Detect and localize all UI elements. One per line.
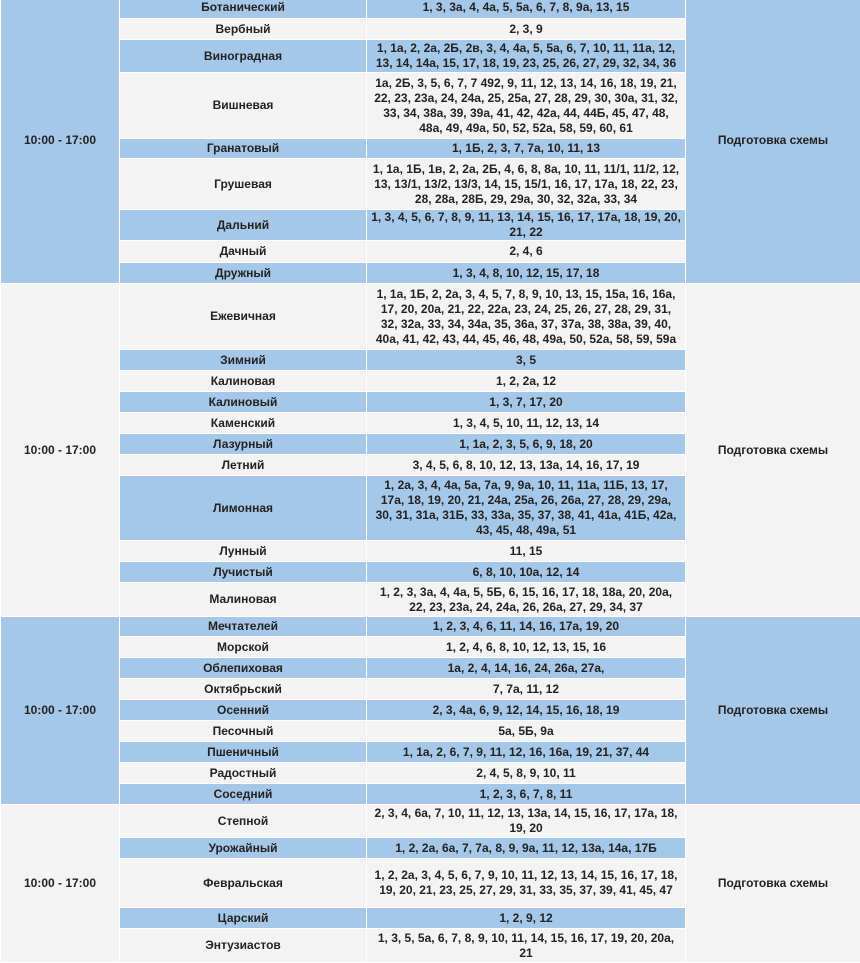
street-name: Соседний (120, 784, 367, 805)
street-name: Гранатовый (120, 139, 367, 159)
street-name: Каменский (120, 413, 367, 434)
house-numbers: 1, 2, 3, 6, 7, 8, 11 (367, 784, 686, 805)
house-numbers: 1, 3, 3а, 4, 4а, 5, 5а, 6, 7, 8, 9а, 13, 15 (367, 0, 686, 19)
house-numbers: 1, 2, 4, 6, 8, 10, 12, 13, 15, 16 (367, 637, 686, 658)
street-name: Степной (120, 805, 367, 838)
street-name: Дальний (120, 210, 367, 241)
street-name: Энтузиастов (120, 929, 367, 963)
house-numbers: 1, 1а, 2, 2а, 2Б, 2в, 3, 4, 4а, 5, 5а, 6, 7, 10, 11, 11а, 12, 13, 14, 14а, 15, 17, 18, 19, 23, 25, 26, 27, 29, 32, 34, 36 (367, 40, 686, 73)
street-name: Февральская (120, 859, 367, 908)
house-numbers: 1, 2, 2а, 3, 4, 5, 6, 7, 9, 10, 11, 12, 13, 14, 15, 16, 17, 18, 19, 20, 21, 23, 25, 27, 29, 31, 33, 35, 37, 39, 41, 45, 47 (367, 859, 686, 908)
street-name: Ежевичная (120, 284, 367, 350)
house-numbers: 1, 1а, 1Б, 2, 2а, 3, 4, 5, 7, 8, 9, 10, 13, 15, 15а, 16, 16а, 17, 20, 20а, 21, 22, 22а, 23, 24, 25, 26, 27, 28, 29, 31, 32, 32а, 33, 34, 34а, 35, 36а, 37, 37а, 38, 38а, 39, 40, 40а, 41, 42, 43, 44, 45, 46, 48, 49а, 50, 52а, 58, 59, 59а (367, 284, 686, 350)
street-name: Морской (120, 637, 367, 658)
house-numbers: 11, 15 (367, 541, 686, 562)
house-numbers: 1, 2а, 3, 4, 4а, 5а, 7а, 9, 9а, 10, 11, 11а, 11Б, 13, 17, 17а, 18, 19, 20, 21, 24а, 25а, 26, 26а, 27, 28, 29, 29а, 30, 31, 31а, 31Б, 33, 33а, 35, 37, 38, 41, 41а, 41Б, 42а, 43, 45, 48, 49а, 51 (367, 476, 686, 541)
house-numbers: 1, 1а, 2, 6, 7, 9, 11, 12, 16, 16а, 19, 21, 37, 44 (367, 742, 686, 763)
street-name: Малиновая (120, 583, 367, 617)
house-numbers: 2, 3, 4а, 6, 9, 12, 14, 15, 16, 18, 19 (367, 700, 686, 721)
house-numbers: 1, 1Б, 2, 3, 7, 7а, 10, 11, 13 (367, 139, 686, 159)
street-name: Октябрьский (120, 679, 367, 700)
street-name: Вишневая (120, 73, 367, 139)
street-name: Зимний (120, 350, 367, 371)
house-numbers: 1, 3, 4, 5, 6, 7, 8, 9, 11, 13, 14, 15, 16, 17, 17а, 18, 19, 20, 21, 22 (367, 210, 686, 241)
house-numbers: 2, 3, 4, 6а, 7, 10, 11, 12, 13, 13а, 14, 15, 16, 17, 17а, 18, 19, 20 (367, 805, 686, 838)
status-cell: Подготовка схемы (686, 617, 860, 805)
status-cell: Подготовка схемы (686, 0, 860, 284)
time-cell: 10:00 - 17:00 (1, 617, 120, 805)
house-numbers: 1, 3, 4, 5, 10, 11, 12, 13, 14 (367, 413, 686, 434)
street-name: Виноградная (120, 40, 367, 73)
house-numbers: 2, 4, 6 (367, 241, 686, 263)
house-numbers: 2, 4, 5, 8, 9, 10, 11 (367, 763, 686, 784)
time-cell: 10:00 - 17:00 (1, 284, 120, 617)
house-numbers: 3, 5 (367, 350, 686, 371)
time-cell: 10:00 - 17:00 (1, 0, 120, 284)
street-name: Пшеничный (120, 742, 367, 763)
street-name: Калиновая (120, 371, 367, 392)
house-numbers: 1а, 2Б, 3, 5, 6, 7, 7 492, 9, 11, 12, 13, 14, 16, 18, 19, 21, 22, 23, 23а, 24, 24а, 25, 25а, 27, 28, 29, 30, 30а, 31, 32, 33, 34, 38а, 39, 39а, 41, 42, 42а, 44, 44Б, 45, 47, 48, 48а, 49, 49а, 50, 52, 52а, 58, 59, 60, 61 (367, 73, 686, 139)
street-name: Грушевая (120, 159, 367, 210)
house-numbers: 1, 1а, 1Б, 1в, 2, 2а, 2Б, 4, 6, 8, 8а, 10, 11, 11/1, 11/2, 12, 13, 13/1, 13/2, 13/3, 14, 15, 15/1, 16, 17, 17а, 18, 22, 23, 28, 28а, 28Б, 29, 29а, 30, 32, 32а, 33, 34 (367, 159, 686, 210)
street-name: Лунный (120, 541, 367, 562)
street-name: Радостный (120, 763, 367, 784)
house-numbers: 1, 2, 3, 4, 6, 11, 14, 16, 17а, 19, 20 (367, 617, 686, 637)
street-name: Царский (120, 908, 367, 929)
house-numbers: 3, 4, 5, 6, 8, 10, 12, 13, 13а, 14, 16, 17, 19 (367, 455, 686, 476)
street-name: Лучистый (120, 562, 367, 583)
street-name: Урожайный (120, 838, 367, 859)
street-name: Песочный (120, 721, 367, 742)
house-numbers: 6, 8, 10, 10а, 12, 14 (367, 562, 686, 583)
status-cell: Подготовка схемы (686, 284, 860, 617)
house-numbers: 1, 2, 9, 12 (367, 908, 686, 929)
street-name: Облепиховая (120, 658, 367, 679)
street-name: Дружный (120, 263, 367, 284)
street-name: Лазурный (120, 434, 367, 455)
house-numbers: 1, 2, 2а, 12 (367, 371, 686, 392)
street-name: Осенний (120, 700, 367, 721)
house-numbers: 1, 3, 4, 8, 10, 12, 15, 17, 18 (367, 263, 686, 284)
street-name: Лимонная (120, 476, 367, 541)
street-name: Мечтателей (120, 617, 367, 637)
street-name: Летний (120, 455, 367, 476)
house-numbers: 1, 2, 3, 3а, 4, 4а, 5, 5Б, 6, 15, 16, 17, 18, 18а, 20, 20а, 22, 23, 23а, 24, 24а, 26, 26а, 27, 29, 34, 37 (367, 583, 686, 617)
house-numbers: 1, 3, 7, 17, 20 (367, 392, 686, 413)
house-numbers: 5а, 5Б, 9а (367, 721, 686, 742)
house-numbers: 1а, 2, 4, 14, 16, 24, 26а, 27а, (367, 658, 686, 679)
house-numbers: 7, 7а, 11, 12 (367, 679, 686, 700)
street-name: Калиновый (120, 392, 367, 413)
house-numbers: 1, 3, 5, 5а, 6, 7, 8, 9, 10, 11, 14, 15, 16, 17, 19, 20, 20а, 21 (367, 929, 686, 963)
street-name: Вербный (120, 19, 367, 40)
status-cell: Подготовка схемы (686, 805, 860, 963)
house-numbers: 2, 3, 9 (367, 19, 686, 40)
street-name: Дачный (120, 241, 367, 263)
street-name: Ботанический (120, 0, 367, 19)
house-numbers: 1, 2, 2а, 6а, 7, 7а, 8, 9, 9а, 11, 12, 13а, 14а, 17Б (367, 838, 686, 859)
time-cell: 10:00 - 17:00 (1, 805, 120, 963)
house-numbers: 1, 1а, 2, 3, 5, 6, 9, 18, 20 (367, 434, 686, 455)
